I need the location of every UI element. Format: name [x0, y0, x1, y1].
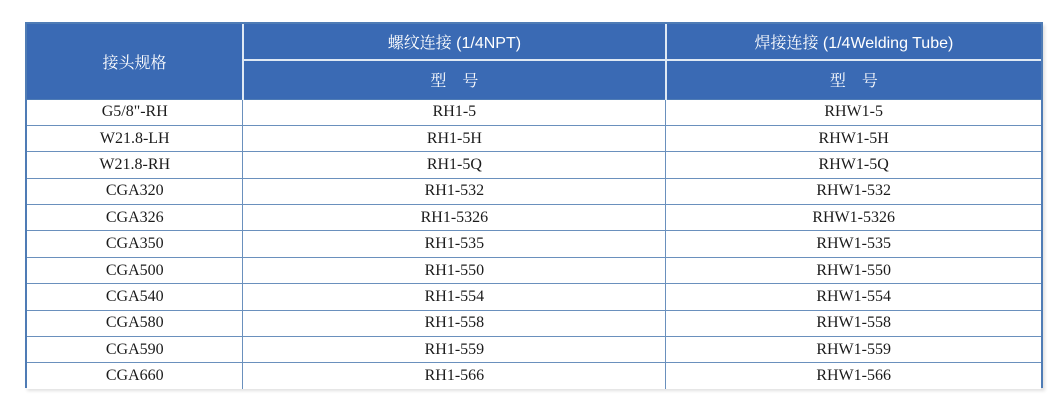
table-row [27, 284, 1041, 310]
weld-model-cell: RHW1-566 [666, 363, 1041, 389]
table-row [27, 231, 1041, 257]
weld-model-cell: RHW1-550 [666, 257, 1041, 283]
npt-model-cell: RH1-558 [243, 310, 666, 336]
table-body [27, 99, 1041, 389]
spec-cell: CGA590 [27, 337, 243, 363]
spec-cell: CGA350 [27, 231, 243, 257]
npt-model-cell: RH1-559 [243, 337, 666, 363]
spec-cell: CGA660 [27, 363, 243, 389]
weld-model-cell: RHW1-554 [666, 284, 1041, 310]
table-row [27, 205, 1041, 231]
npt-model-cell: RH1-5326 [243, 205, 666, 231]
connector-model-table [25, 22, 1043, 388]
spec-cell: CGA326 [27, 205, 243, 231]
spec-cell: W21.8-RH [27, 152, 243, 178]
weld-model-cell: RHW1-5H [666, 125, 1041, 151]
header-threaded-connection: 螺纹连接 (1/4NPT) [243, 24, 666, 60]
spec-cell: G5/8"-RH [27, 99, 243, 125]
table-row [27, 257, 1041, 283]
npt-model-cell: RH1-5Q [243, 152, 666, 178]
npt-model-cell: RH1-5H [243, 125, 666, 151]
npt-model-cell: RH1-554 [243, 284, 666, 310]
weld-model-cell: RHW1-532 [666, 178, 1041, 204]
table-header [27, 24, 1041, 99]
weld-model-cell: RHW1-5 [666, 99, 1041, 125]
header-welded-connection: 焊接连接 (1/4Welding Tube) [666, 24, 1041, 60]
table-row [27, 125, 1041, 151]
npt-model-cell: RH1-5 [243, 99, 666, 125]
table-row [27, 99, 1041, 125]
npt-model-cell: RH1-550 [243, 257, 666, 283]
table-row [27, 152, 1041, 178]
header-model-npt: 型 号 [243, 60, 666, 99]
spec-cell: CGA580 [27, 310, 243, 336]
header-spec: 接头规格 [27, 24, 243, 99]
table-row [27, 363, 1041, 389]
spec-cell: CGA320 [27, 178, 243, 204]
spec-cell: CGA500 [27, 257, 243, 283]
weld-model-cell: RHW1-5Q [666, 152, 1041, 178]
weld-model-cell: RHW1-5326 [666, 205, 1041, 231]
spec-cell: W21.8-LH [27, 125, 243, 151]
table-row [27, 310, 1041, 336]
weld-model-cell: RHW1-535 [666, 231, 1041, 257]
header-group-row [27, 24, 1041, 60]
npt-model-cell: RH1-532 [243, 178, 666, 204]
npt-model-cell: RH1-535 [243, 231, 666, 257]
weld-model-cell: RHW1-558 [666, 310, 1041, 336]
table-row [27, 178, 1041, 204]
spec-model-table [27, 24, 1041, 389]
spec-cell: CGA540 [27, 284, 243, 310]
table-row [27, 337, 1041, 363]
weld-model-cell: RHW1-559 [666, 337, 1041, 363]
header-model-weld: 型 号 [666, 60, 1041, 99]
npt-model-cell: RH1-566 [243, 363, 666, 389]
